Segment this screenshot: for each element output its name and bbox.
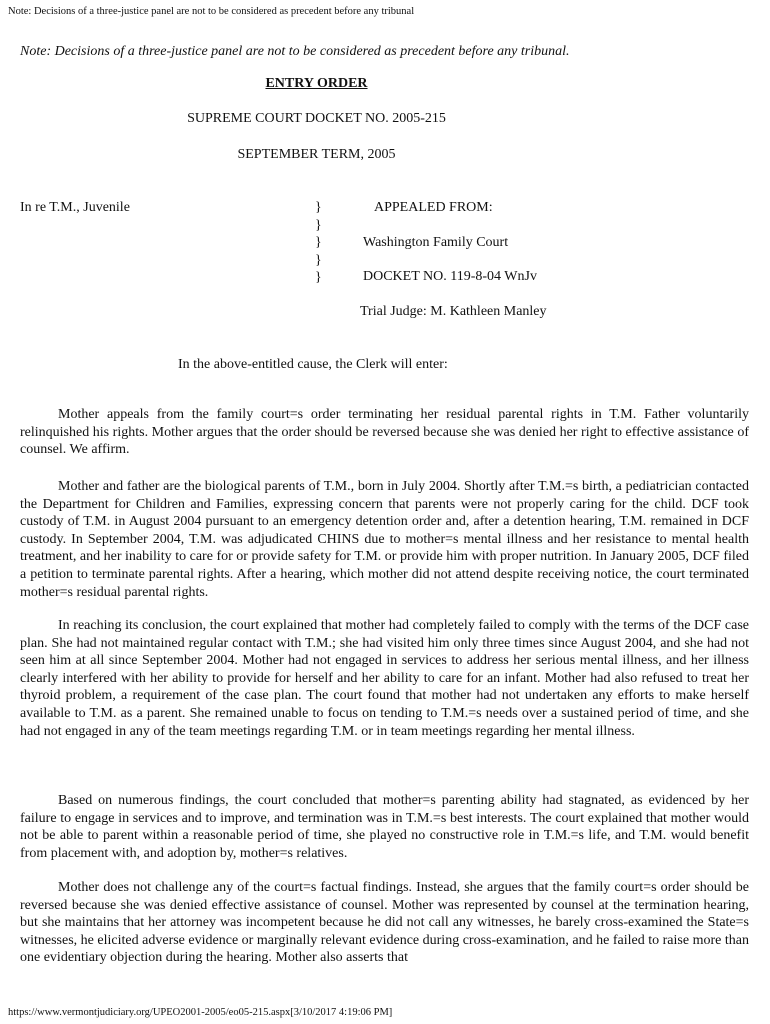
caption-brace: } — [315, 235, 322, 250]
case-party: In re T.M., Juvenile — [20, 200, 130, 215]
body-paragraph: Mother does not challenge any of the court=s factual findings. Instead, she argues that the family court=s order should be reversed because she was denied effective assistance of counsel. Mother was represented by counsel at the termination hearing, but she maintains that her attorney was incompetent because he did not call any witnesses, he barely cross-examined the State=s witnesses, he elicited adverse evidence or marginally relevant evidence during cross-examination, and he failed to raise more than one evidentiary objection during the hearing. Mother also asserts that — [20, 880, 749, 966]
trial-judge: Trial Judge: M. Kathleen Manley — [360, 304, 547, 319]
caption-brace: } — [315, 200, 322, 215]
term-line: SEPTEMBER TERM, 2005 — [237, 147, 396, 162]
body-paragraph: Mother and father are the biological parents of T.M., born in July 2004. Shortly after T.M.=s birth, a pediatrician contacted the Department for Children and Families, expressing concern that parents were not properly caring for the child. DCF took custody of T.M. in August 2004 pursuant to an emergency detention order and, after a detention hearing, T.M. remained in DCF custody. In September 2004, T.M. was adjudicated CHINS due to mother=s mental illness and her resistance to mental health treatment, and her inability to care for or provide safety for T.M. or provide him with proper nutrition. In January 2005, DCF filed a petition to terminate parental rights. After a hearing, which mother did not attend despite receiving notice, the court terminated mother=s residual parental rights. — [20, 479, 749, 600]
caption-brace: } — [315, 270, 322, 285]
caption-brace: } — [315, 252, 322, 268]
lower-court: Washington Family Court — [363, 235, 509, 250]
clerk-entry-line: In the above-entitled cause, the Clerk will enter: — [178, 357, 448, 372]
body-paragraph: Based on numerous findings, the court concluded that mother=s parenting ability had stagnated, as evidenced by her failure to engage in services and to improve, and termination was in T.M.=s best interests. The court explained that mother would not be able to parent within a reasonable period of time, she played no constructive role in T.M.=s life, and T.M. would benefit from placement with, and adoption by, mother=s relatives. — [20, 793, 749, 861]
entry-order-title: ENTRY ORDER — [265, 76, 368, 91]
lower-court-docket: DOCKET NO. 119-8-04 WnJv — [363, 269, 537, 284]
body-paragraph: Mother appeals from the family court=s order terminating her residual parental rights in T.M. Father voluntarily relinquished his rights. Mother argues that the order should be reversed because she was denied her right to effective assistance of counsel. We affirm. — [20, 407, 749, 458]
appealed-from-label: APPEALED FROM: — [374, 200, 493, 215]
page-footer-url: https://www.vermontjudiciary.org/UPEO2001-2005/eo05-215.aspx[3/10/2017 4:19:06 PM] — [8, 1007, 393, 1018]
page-header-note: Note: Decisions of a three-justice panel are not to be considered as precedent before any tribunal — [8, 6, 415, 17]
caption-brace: } — [315, 217, 322, 233]
supreme-court-docket: SUPREME COURT DOCKET NO. 2005-215 — [187, 111, 446, 126]
body-paragraph: In reaching its conclusion, the court explained that mother had completely failed to comply with the terms of the DCF case plan. She had not maintained regular contact with T.M.; she had visited him only three times since August 2004, and she had not seen him at all since September 2004. Mother had not engaged in services to address her serious mental illness, and her illness clearly interfered with her ability to provide for herself and her ability to care for an infant. Mother had also refused to treat her thyroid problem, a requirement of the case plan. The court found that mother had not undertaken any efforts to make herself available to T.M. as a parent. She remained unable to focus on tending to T.M.=s needs over a sustained period of time, and she had not engaged in any of the team meetings regarding T.M. or in team meetings regarding her mental illness. — [20, 618, 749, 739]
precedent-note: Note: Decisions of a three-justice panel are not to be considered as precedent before any tribunal. — [20, 44, 570, 59]
caption-braces — [315, 199, 325, 287]
